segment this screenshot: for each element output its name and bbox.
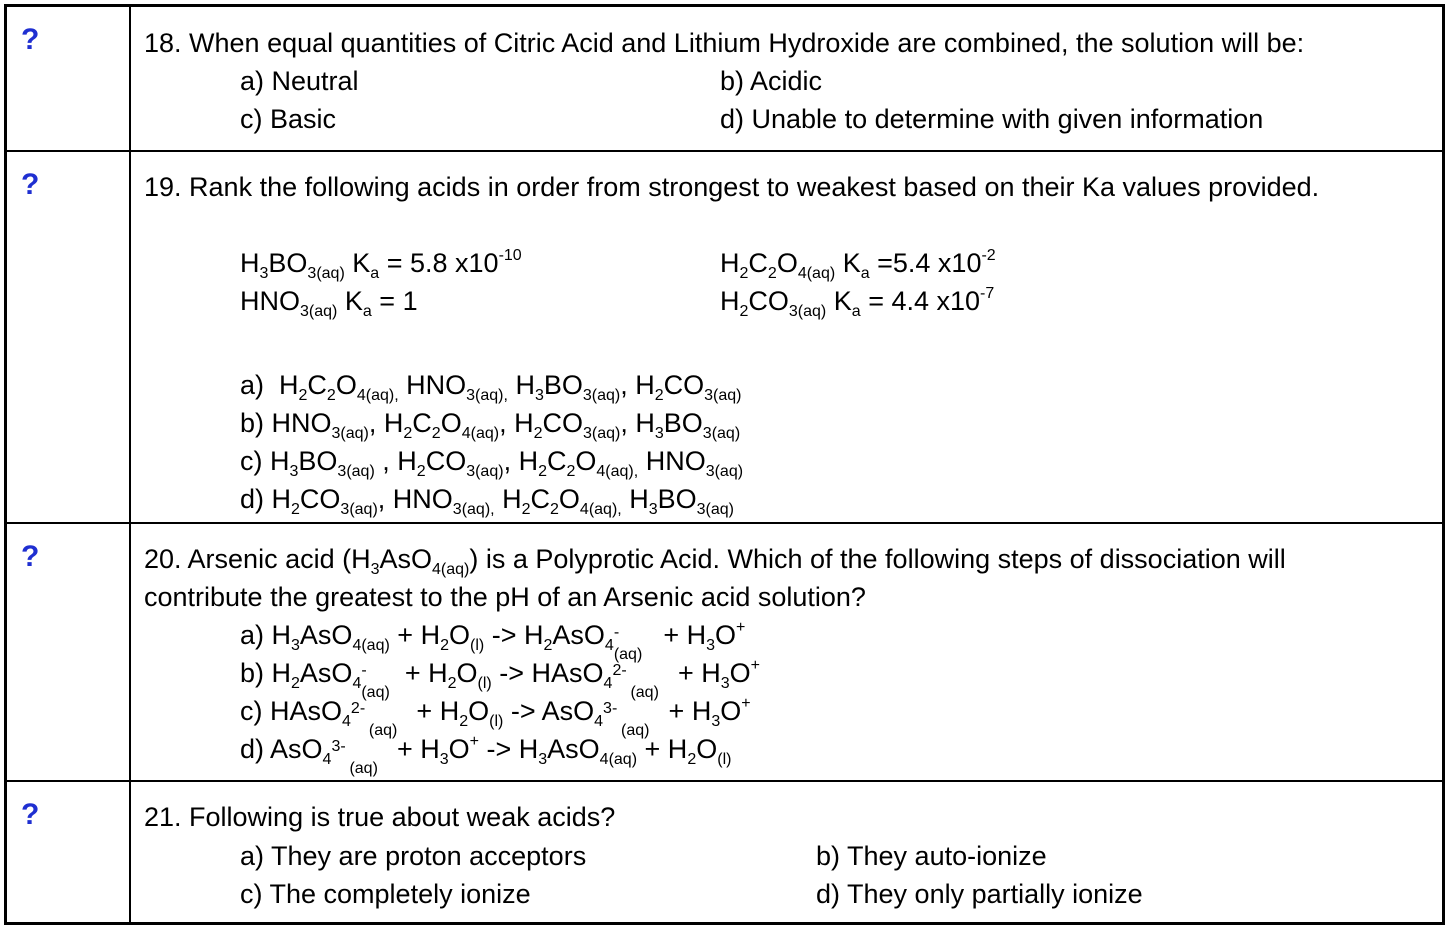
marker-cell: [7, 524, 131, 782]
marker-cell: [7, 782, 131, 924]
ka-boric-acid: $H_3BO_{3(aq)}$ $K_a = 5.8$ $x10^{-10}$: [240, 247, 522, 282]
option-a: a) $H_3AsO_{4(aq)} + H_2O_{(l)} -> H_2AsO_4$ - (aq) + $H_3O^+$: [240, 619, 746, 663]
option-a: a) They are proton acceptors: [240, 841, 587, 871]
question-row-21: [7, 780, 1442, 924]
option-c: c) HAsO$_4$ 2- (aq) + $H_2O_{(l)} -> AsO_4$ 3- (aq) + $H_3O^+$: [240, 695, 751, 739]
ka-carbonic-acid: $H_2CO_{3(aq)}$ $K_a = 4.4$ $x10^{-7}$: [720, 285, 995, 320]
option-b: b) $HNO_{3(aq)}$, $H_2C_2O_{4(aq)}$, $H_2CO_{3(aq)}$, $H_3BO_{3(aq)}$: [240, 408, 741, 442]
option-a: a) Neutral: [240, 66, 359, 96]
question-stem: 21. Following is true about weak acids?: [144, 802, 616, 832]
option-d: d) They only partially ionize: [816, 879, 1143, 909]
ka-oxalic-acid: $H_2C_2O_{4(aq)}$ $K_a =5.4$ $x10^{-2}$: [720, 247, 996, 282]
question-stem: 19. Rank the following acids in order from strongest to weakest based on their Ka values provided.: [144, 172, 1320, 202]
question-stem: 20. Arsenic acid $(H_3AsO_{4(aq)})$ is a Polyprotic Acid. Which of the following steps of dissociation will: [144, 544, 1286, 578]
question-row-19: [7, 150, 1442, 524]
question-row-18: [7, 7, 1442, 150]
question-stem: 18. When equal quantities of Citric Acid and Lithium Hydroxide are combined, the solution will be:: [144, 28, 1305, 58]
ka-nitric-acid: $HNO_{3(aq)}$ $K_a = 1$: [240, 286, 418, 320]
option-b: b) Acidic: [720, 66, 823, 96]
marker-cell: [7, 152, 131, 524]
question-content: [144, 7, 1434, 150]
option-c: c) The completely ionize: [240, 879, 531, 909]
question-mark-icon: ?: [21, 168, 40, 201]
option-d: d) Unable to determine with given information: [720, 104, 1264, 134]
question-mark-icon: ?: [21, 23, 40, 56]
question-content: [144, 152, 1434, 524]
option-c: c) Basic: [240, 104, 337, 134]
question-table: [4, 4, 1445, 925]
question-row-20: [7, 522, 1442, 782]
question-content: [144, 524, 1434, 782]
question-mark-icon: ?: [21, 798, 40, 831]
marker-cell: [7, 7, 131, 150]
option-b: b) $H_2AsO_4$ - (aq) + $H_2O_{(l)}$ -> HAsO$_4$ 2- (aq) + $H_3O^+$: [240, 657, 760, 701]
option-d: d) AsO$_4$ 3- (aq) + $H_3O^+ -> H_3AsO_{4(aq)} + H_2O_{(l)}$: [240, 733, 732, 777]
question-content: [144, 782, 1434, 924]
question-stem-line2: contribute the greatest to the pH of an Arsenic acid solution?: [144, 582, 866, 612]
option-d: d) $H_2CO_{3(aq)}$, $HNO_{3(aq),}$ $H_2C_2O_{4(aq),}$ $H_3BO_{3(aq)}$: [240, 484, 734, 518]
question-mark-icon: ?: [21, 540, 40, 573]
option-a: a) $H_2C_2O_{4(aq),}$ $HNO_{3(aq),}$ $H_3BO_{3(aq)}$, $H_2CO_{3(aq)}$: [240, 370, 742, 404]
option-b: b) They auto-ionize: [816, 841, 1047, 871]
option-c: c) $H_3BO_{3(aq)}$ , $H_2CO_{3(aq)}$, $H_2C_2O_{4(aq),}$ $HNO_{3(aq)}$: [240, 446, 744, 480]
